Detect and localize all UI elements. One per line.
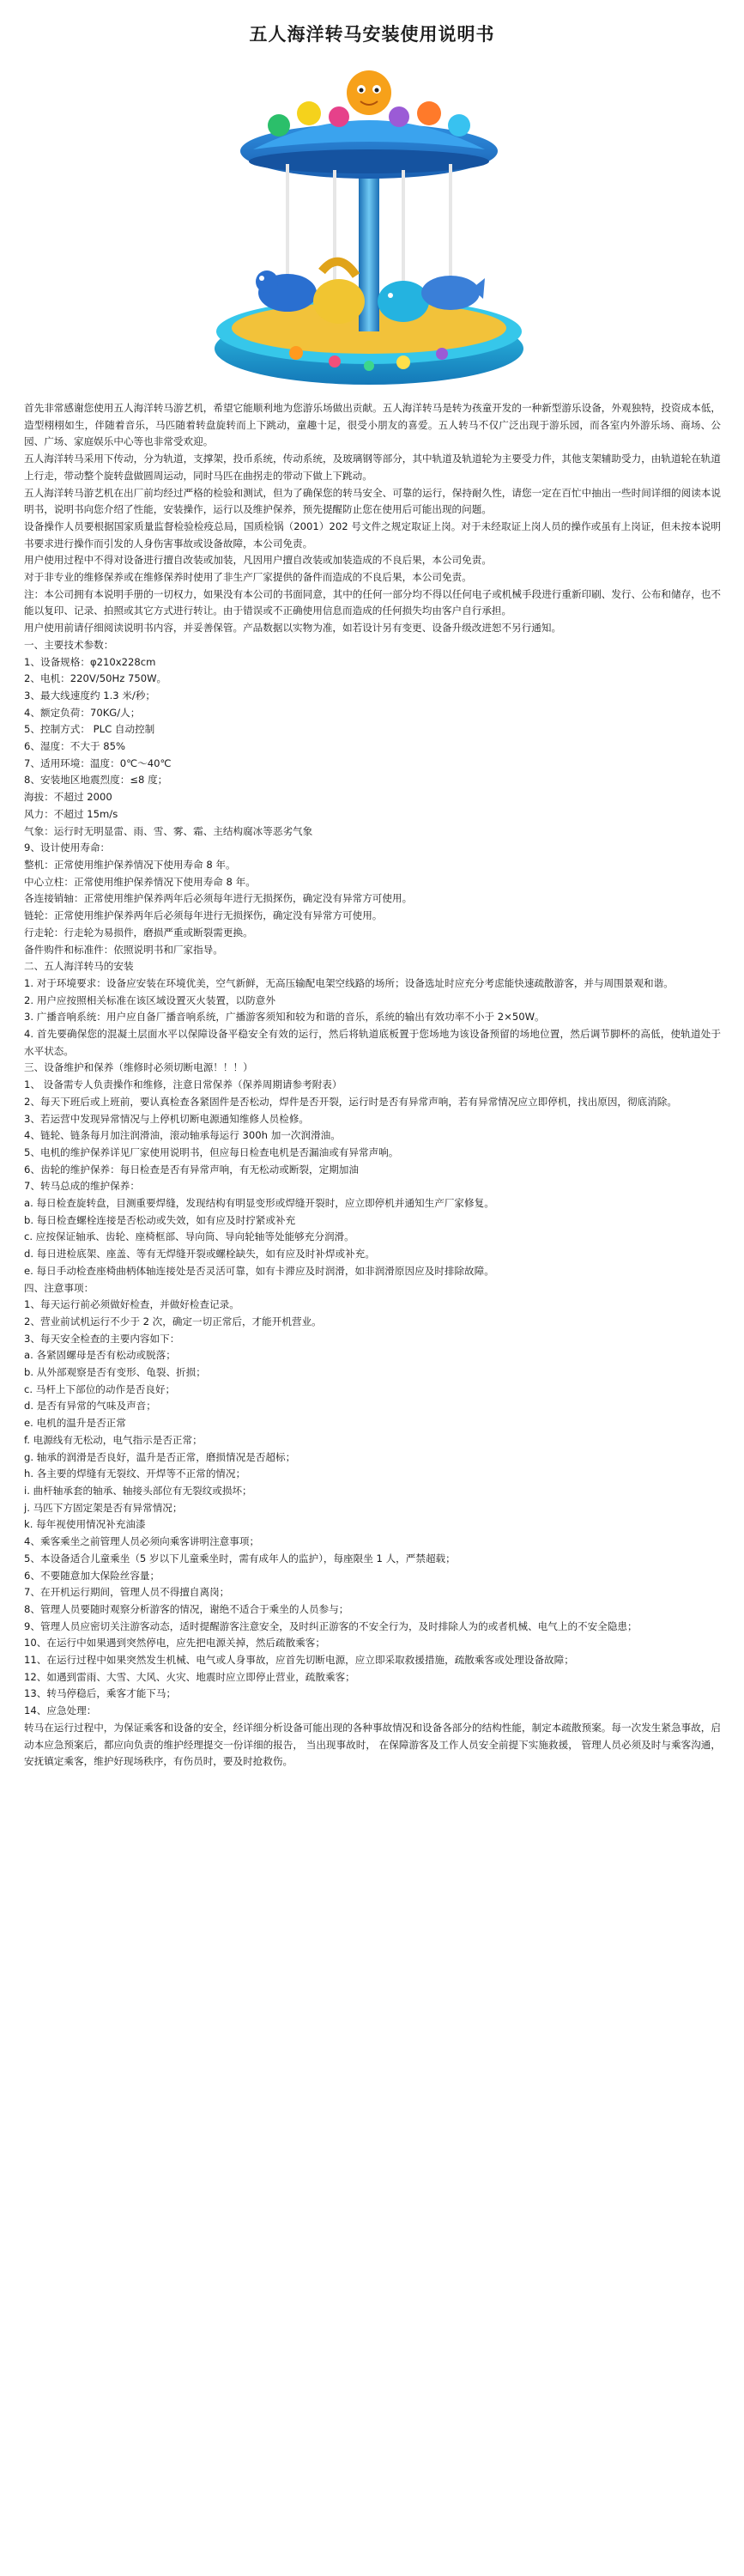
document-paragraph: 2、电机：220V/50Hz 750W。 bbox=[24, 672, 167, 685]
document-paragraph: 三、设备维护和保养（维修时必须切断电源！！！） bbox=[24, 1061, 253, 1074]
document-paragraph: 7、转马总成的维护保养： bbox=[24, 1180, 140, 1193]
document-paragraph: 中心立柱：正常使用维护保养情况下使用寿命 8 年。 bbox=[24, 875, 256, 888]
document-paragraph: c. 应按保证轴承、齿轮、座椅框部、导向筒、导向轮轴等处能够充分润滑。 bbox=[24, 1230, 354, 1243]
document-paragraph: 5、本设备适合儿童乘坐（5 岁以下儿童乘坐时，需有成年人的监护），每座限坐 1 人，严禁超载； bbox=[24, 1552, 456, 1564]
document-paragraph: 风力：不超过 15m/s bbox=[24, 807, 118, 820]
document-paragraph: 首先非常感谢您使用五人海洋转马游艺机，希望它能顺利地为您游乐场做出贡献。五人海洋转马是转为孩童开发的一种新型游乐设备，外观独特，投资成本低，造型栩栩如生，伴随着音乐，马匹随着转盘旋转而上下跳动，童趣十足，很受小朋友的喜爱。五人转马不仅广泛出现于游乐园，而各室内外游乐场、商场、公园、广场、家庭娱乐中心等也非常受欢迎。 bbox=[24, 402, 721, 448]
document-paragraph: 2、每天下班后或上班前，要认真检查各紧固件是否松动，焊件是否开裂，运行时是否有异常声响，若有异常情况应立即停机，找出原因，彻底消除。 bbox=[24, 1095, 677, 1108]
document-paragraph: b. 每日检查螺栓连接是否松动或失效，如有应及时拧紧或补充 bbox=[24, 1213, 296, 1226]
document-paragraph: 3. 广播音响系统：用户应自备厂播音响系统，广播游客须知和较为和谐的音乐，系统的输出有效功率不小于 2×50W。 bbox=[24, 1011, 545, 1024]
document-paragraph: 11、在运行过程中如果突然发生机械、电气或人身事故，应首先切断电源，应立即采取救援措施，疏散乘客或处理设备故障； bbox=[24, 1654, 574, 1667]
document-paragraph: f. 电源线有无松动，电气指示是否正常； bbox=[24, 1433, 203, 1446]
document-paragraph: 4. 首先要确保您的混凝土层面水平以保障设备平稳安全有效的运行，然后将轨道底板置于您场地为该设备预留的场地位置，然后调节脚杯的高低，使轨道处于水平状态。 bbox=[24, 1028, 721, 1057]
document-paragraph: 4、额定负荷：70KG/人； bbox=[24, 706, 141, 719]
document-paragraph: 8、安装地区地震烈度：≤8 度； bbox=[24, 774, 168, 787]
document-paragraph: 2. 用户应按照相关标准在该区域设置灭火装置，以防意外 bbox=[24, 993, 275, 1006]
document-paragraph: 1、设备规格：φ210x228cm bbox=[24, 655, 156, 668]
document-paragraph: 4、链轮、链条每月加注润滑油，滚动轴承每运行 300h 加一次润滑油。 bbox=[24, 1129, 341, 1142]
document-paragraph: 设备操作人员要根据国家质量监督检验检疫总局，国质检锅（2001）202 号文件之规定取证上岗。对于未经取证上岗人员的操作或虽有上岗证，但未按本说明书要求进行操作而引发的人身伤害事故或设备故障，本公司免责。 bbox=[24, 519, 721, 550]
document-paragraph: 9、管理人员应密切关注游客动态，适时提醒游客注意安全，及时纠正游客的不安全行为，及时排除人为的或者机械、电气上的不安全隐患； bbox=[24, 1619, 638, 1632]
document-paragraph: 7、在开机运行期间，管理人员不得擅自离岗； bbox=[24, 1586, 230, 1599]
document-paragraph: 2、营业前试机运行不少于 2 次，确定一切正常后，才能开机营业。 bbox=[24, 1315, 322, 1327]
document-paragraph: 3、若运营中发现异常情况与上停机切断电源通知维修人员检修。 bbox=[24, 1112, 310, 1125]
document-paragraph: 二、五人海洋转马的安装 bbox=[24, 960, 134, 973]
document-paragraph: d. 每日进检底架、座盖、等有无焊缝开裂或螺栓缺失，如有应及时补焊或补充。 bbox=[24, 1248, 375, 1261]
document-paragraph: h. 各主要的焊缝有无裂纹、开焊等不正常的情况； bbox=[24, 1467, 246, 1480]
document-paragraph: 对于非专业的维修保养或在维修保养时使用了非生产厂家提供的备件而造成的不良后果，本公司免责。 bbox=[24, 571, 472, 584]
document-paragraph: 行走轮：行走轮为易损件，磨损严重或断裂需更换。 bbox=[24, 926, 253, 939]
document-paragraph: j. 马匹下方固定架是否有异常情况； bbox=[24, 1501, 183, 1514]
document-paragraph: 用户使用前请仔细阅读说明书内容，并妥善保管。产品数据以实物为准，如若设计另有变更、设备升级改进恕不另行通知。 bbox=[24, 622, 562, 635]
document-paragraph: 用户使用过程中不得对设备进行擅自改装或加装，凡因用户擅自改装或加装造成的不良后果，本公司免责。 bbox=[24, 554, 492, 567]
document-title: 五人海洋转马安装使用说明书 bbox=[249, 24, 495, 45]
document-paragraph: 5、控制方式： PLC 自动控制 bbox=[24, 723, 155, 736]
document-paragraph: d. 是否有异常的气味及声音； bbox=[24, 1400, 156, 1413]
document-paragraph: 五人海洋转马游艺机在出厂前均经过严格的检验和测试，但为了确保您的转马安全、可靠的运行，保持耐久性，请您一定在百忙中抽出一些时间详细的阅读本说明书，说明书向您介绍了性能，安装操作，运行以及维护保养，预先提醒防止您在使用后可能出现的问题。 bbox=[24, 486, 721, 516]
document-paragraph: 6、齿轮的维护保养：每日检查是否有异常声响，有无松动或断裂，定期加油 bbox=[24, 1163, 359, 1176]
document-paragraph: 备件购件和标准件：依照说明书和厂家指导。 bbox=[24, 943, 223, 956]
document-paragraph: 链轮：正常使用维护保养两年后必须每年进行无损探伤，确定没有异常方可使用。 bbox=[24, 909, 383, 922]
document-paragraph: a. 每日检查旋转盘，目测重要焊缝，发现结构有明显变形或焊缝开裂时，应立即停机并通知生产厂家修复。 bbox=[24, 1197, 494, 1210]
document-paragraph: 14、应急处理： bbox=[24, 1704, 97, 1717]
document-paragraph: 13、转马停稳后，乘客才能下马； bbox=[24, 1687, 177, 1700]
document-paragraph: 3、最大线速度约 1.3 米/秒； bbox=[24, 689, 156, 702]
document-paragraph: 9、设计使用寿命： bbox=[24, 841, 111, 854]
document-paragraph: 6、不要随意加大保险丝容量； bbox=[24, 1569, 160, 1582]
document-paragraph: 五人海洋转马采用下传动，分为轨道，支撑架，投币系统，传动系统，及玻璃钢等部分，其中轨道及轨道轮为主要受力件，其他支架辅助受力，由轨道轮在轨道上行走，带动整个旋转盘做圆周运动，同时马匹在曲拐走的带动下做上下跳动。 bbox=[24, 453, 721, 482]
document-paragraph: 整机：正常使用维护保养情况下使用寿命 8 年。 bbox=[24, 858, 236, 871]
document-paragraph: 气象：运行时无明显雷、雨、雪、雾、霜、主结构腐冰等恶劣气象 bbox=[24, 824, 313, 837]
document-paragraph: e. 每日手动检查座椅曲柄体轴连接处是否灵活可靠，如有卡滞应及时润滑，如非润滑原因应及时排除故障。 bbox=[24, 1264, 494, 1277]
document-paragraph: 1. 对于环境要求：设备应安装在环境优美，空气新鲜，无高压输配电架空线路的场所；设备选址时应充分考虑能快速疏散游客，并与周围景观和谐。 bbox=[24, 976, 674, 989]
document-paragraph: a. 各紧固螺母是否有松动或脱落； bbox=[24, 1349, 176, 1362]
document-paragraph: 8、管理人员要随时观察分析游客的情况，谢绝不适合于乘坐的人员参与； bbox=[24, 1602, 349, 1615]
document-paragraph: 注：本公司拥有本说明手册的一切权力，如果没有本公司的书面同意，其中的任何一部分均不得以任何电子或机械手段进行重新印刷、发行、公布和储存，也不能以复印、记录、拍照或其它方式进行转让。由于错误或不正确使用信息而造成的任何损失均由客户自行承担。 bbox=[24, 587, 721, 617]
document-paragraph: 1、 设备需专人负责操作和维修，注意日常保养（保养周期请参考附表） bbox=[24, 1078, 342, 1091]
document-paragraph: e. 电机的温升是否正常 bbox=[24, 1417, 126, 1430]
document-body bbox=[24, 400, 721, 1771]
document-paragraph: 7、适用环境：温度：0℃～40℃ bbox=[24, 756, 172, 769]
document-paragraph: c. 马杆上下部位的动作是否良好； bbox=[24, 1382, 176, 1395]
document-paragraph: k. 每年视使用情况补充油漆 bbox=[24, 1518, 146, 1531]
document-paragraph: b. 从外部观察是否有变形、龟裂、折损； bbox=[24, 1366, 206, 1379]
document-paragraph: 四、注意事项： bbox=[24, 1281, 94, 1294]
document-paragraph: 6、湿度：不大于 85% bbox=[24, 740, 125, 753]
document-paragraph: 3、每天安全检查的主要内容如下： bbox=[24, 1332, 180, 1345]
document-paragraph: 1、每天运行前必须做好检查，并做好检查记录。 bbox=[24, 1298, 239, 1311]
document-paragraph: 海拔：不超过 2000 bbox=[24, 791, 112, 804]
carousel-product-image bbox=[184, 57, 553, 392]
document-paragraph: g. 轴承的润滑是否良好，温升是否正常，磨损情况是否超标； bbox=[24, 1450, 296, 1463]
document-paragraph: i. 曲杆轴承套的轴承、轴接头部位有无裂纹或损坏； bbox=[24, 1485, 252, 1497]
document-paragraph: 5、电机的维护保养详见厂家使用说明书，但应每日检查电机是否漏油或有异常声响。 bbox=[24, 1145, 399, 1158]
document-paragraph: 10、在运行中如果遇到突然停电，应先把电源关掉，然后疏散乘客； bbox=[24, 1637, 325, 1649]
document-paragraph: 转马在运行过程中，为保证乘客和设备的安全，经详细分析设备可能出现的各种事故情况和设备各部分的结构性能，制定本疏散预案。每一次发生紧急事故，启动本应急预案后，都应向负责的维护经理提交一份详细的报告， 当出现事故时， 在保障游客及工作人员安全前提下实施救援， 管理人员必须及时与乘客沟通，安抚镇定乘客，维护好现场秩序，有伤员时，要及时抢救伤。 bbox=[24, 1721, 721, 1768]
document-paragraph: 各连接销轴：正常使用维护保养两年后必须每年进行无损探伤，确定没有异常方可使用。 bbox=[24, 892, 413, 905]
document-paragraph: 4、乘客乘坐之前管理人员必须向乘客讲明注意事项； bbox=[24, 1535, 260, 1548]
document-paragraph: 一、主要技术参数： bbox=[24, 638, 114, 651]
document-paragraph: 12、如遇到雷雨、大雪、大风、火灾、地震时应立即停止营业，疏散乘客； bbox=[24, 1670, 355, 1683]
